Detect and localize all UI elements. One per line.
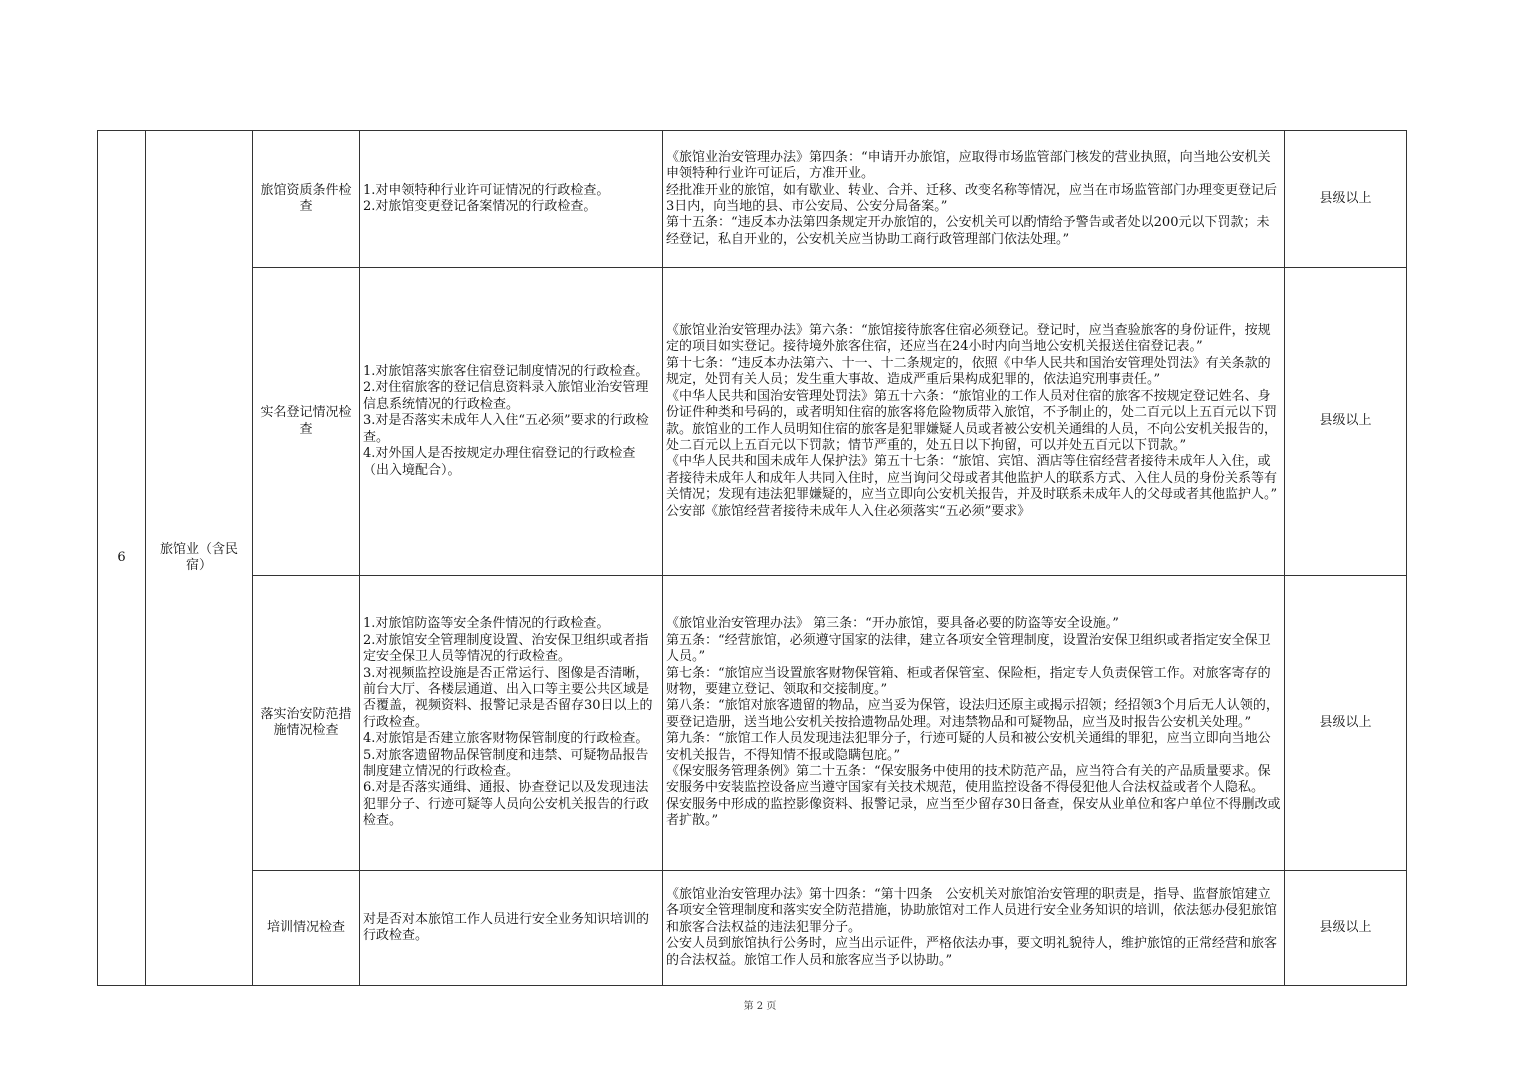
level-cell [1285, 576, 1406, 870]
basis-text: 《旅馆业治安管理办法》 第三条：“开办旅馆，要具备必要的防盗等安全设施。” 第五条：“经营旅馆，必须遵守国家的法律，建立各项安全管理制度，设置治安保卫组织或者指定安全保卫人员。” 第七条：“旅馆应当设置旅客财物保管箱、柜或者保管室、保险柜，指定专人负责保管工作。对旅客寄存的财物，要建立登记、领取和交接制度。” 第八条：“旅馆对旅客遗留的物品，应当妥为保管，设法归还原主或揭示招领；经招领3个月后无人认领的，要登记造册，送当地公安机关按拾遗物品处理。对违禁物品和可疑物品，应当及时报告公安机关处理。” 第九条：“旅馆工作人员发现违法犯罪分子，行迹可疑的人员和被公安机关通缉的罪犯，应当立即向当地公安机关报告，不得知情不报或隐瞒包庇。” 《保安服务管理条例》第二十五条：“保安服务中使用的技术防范产品，应当符合有关的产品质量要求。保安服务中安装监控设备应当遵守国家有关技术规范，使用监控设备不得侵犯他人合法权益或者个人隐私。 保安服务中形成的监控影像资料、报警记录，应当至少留存30日备查，保安从业单位和客户单位不得删改或者扩散。” [666, 616, 1281, 829]
item-cell [253, 871, 359, 985]
level-text: 县级以上 [1319, 190, 1372, 206]
content-text: 对是否对本旅馆工作人员进行安全业务知识培训的行政检查。 [363, 911, 650, 943]
level-cell [1285, 131, 1406, 267]
content-cell [360, 268, 662, 575]
seq-number: 6 [117, 549, 126, 565]
category-cell [146, 131, 252, 985]
basis-cell [663, 871, 1284, 985]
basis-cell [663, 131, 1284, 267]
seq-cell [98, 131, 145, 985]
item-label: 旅馆资质条件检 查 [260, 182, 352, 214]
item-cell [253, 576, 359, 870]
basis-text: 《旅馆业治安管理办法》第四条：“申请开办旅馆，应取得市场监管部门核发的营业执照，向当地公安机关申领特种行业许可证后，方准开业。 经批准开业的旅馆，如有歇业、转业、合并、迁移、改变名称等情况，应当在市场监管部门办理变更登记后3日内，向当地的县、市公安局、公安分局备案。” 第十五条：“违反本办法第四条规定开办旅馆的，公安机关可以酌情给予警告或者处以200元以下罚款；未经登记，私自开业的，公安机关应当协助工商行政管理部门依法处理。” [666, 149, 1278, 247]
content-text: 1.对旅馆防盗等安全条件情况的行政检查。 2.对旅馆安全管理制度设置、治安保卫组织或者指定安全保卫人员等情况的行政检查。 3.对视频监控设施是否正常运行、图像是否清晰，前台大厅、各楼层通道、出入口等主要公共区域是否覆盖，视频资料、报警记录是否留存30日以上的行政检查。 4.对旅馆是否建立旅客财物保管制度的行政检查。 5.对旅客遗留物品保管制度和违禁、可疑物品报告制度建立情况的行政检查。 6.对是否落实通缉、通报、协查登记以及发现违法犯罪分子、行迹可疑等人员向公安机关报告的行政检查。 [363, 616, 653, 829]
page-number: 第 2 页 [743, 1001, 777, 1012]
content-text: 1.对申领特种行业许可证情况的行政检查。 2.对旅馆变更登记备案情况的行政检查。 [363, 182, 610, 214]
basis-text: 《旅馆业治安管理办法》第六条：“旅馆接待旅客住宿必须登记。登记时，应当查验旅客的身份证件，按规定的项目如实登记。接待境外旅客住宿，还应当在24小时内向当地公安机关报送住宿登记表。” 第十七条：“违反本办法第六、十一、十二条规定的，依照《中华人民共和国治安管理处罚法》有关条款的规定，处罚有关人员；发生重大事故、造成严重后果构成犯罪的，依法追究刑事责任。” 《中华人民共和国治安管理处罚法》第五十六条：“旅馆业的工作人员对住宿的旅客不按规定登记姓名、身份证件种类和号码的，或者明知住宿的旅客将危险物质带入旅馆，不予制止的，处二百元以上五百元以下罚款。旅馆业的工作人员明知住宿的旅客是犯罪嫌疑人员或者被公安机关通缉的人员，不向公安机关报告的，处二百元以上五百元以下罚款；情节严重的，处五日以下拘留，可以并处五百元以下罚款。” 《中华人民共和国未成年人保护法》第五十七条：“旅馆、宾馆、酒店等住宿经营者接待未成年人入住，或者接待未成年人和成年人共同入住时，应当询问父母或者其他监护人的联系方式、入住人员的身份关系等有关情况；发现有违法犯罪嫌疑的，应当立即向公安机关报告，并及时联系未成年人的父母或者其他监护人。” 公安部《旅馆经营者接待未成年人入住必须落实“五必须”要求》 [666, 323, 1278, 519]
item-label: 培训情况检查 [266, 919, 345, 935]
basis-cell [663, 576, 1284, 870]
level-text: 县级以上 [1319, 919, 1372, 935]
item-label: 实名登记情况检 查 [260, 405, 352, 437]
item-cell [253, 268, 359, 575]
basis-text: 《旅馆业治安管理办法》第十四条：“第十四条 公安机关对旅馆治安管理的职责是，指导、监督旅馆建立各项安全管理制度和落实安全防范措施，协助旅馆对工作人员进行安全业务知识的培训，依法惩办侵犯旅馆和旅客合法权益的违法犯罪分子。 公安人员到旅馆执行公务时，应当出示证件，严格依法办事，要文明礼貌待人，维护旅馆的正常经营和旅客的合法权益。旅馆工作人员和旅客应当予以协助。” [666, 886, 1278, 968]
level-cell [1285, 268, 1406, 575]
level-text: 县级以上 [1319, 413, 1372, 429]
inspection-table [97, 130, 1407, 986]
item-label: 落实治安防范措 施情况检查 [260, 706, 352, 738]
item-cell [253, 131, 359, 267]
content-cell [360, 131, 662, 267]
level-cell [1285, 871, 1406, 985]
category-label: 旅馆业（含民 宿） [159, 541, 238, 573]
level-text: 县级以上 [1319, 714, 1372, 730]
content-cell [360, 576, 662, 870]
content-cell [360, 871, 662, 985]
basis-cell [663, 268, 1284, 575]
content-text: 1.对旅馆落实旅客住宿登记制度情况的行政检查。 2.对住宿旅客的登记信息资料录入旅馆业治安管理信息系统情况的行政检查。 3.对是否落实未成年人入住“五必须”要求的行政检查。 4.对外国人是否按规定办理住宿登记的行政检查（出入境配合）。 [363, 364, 649, 478]
